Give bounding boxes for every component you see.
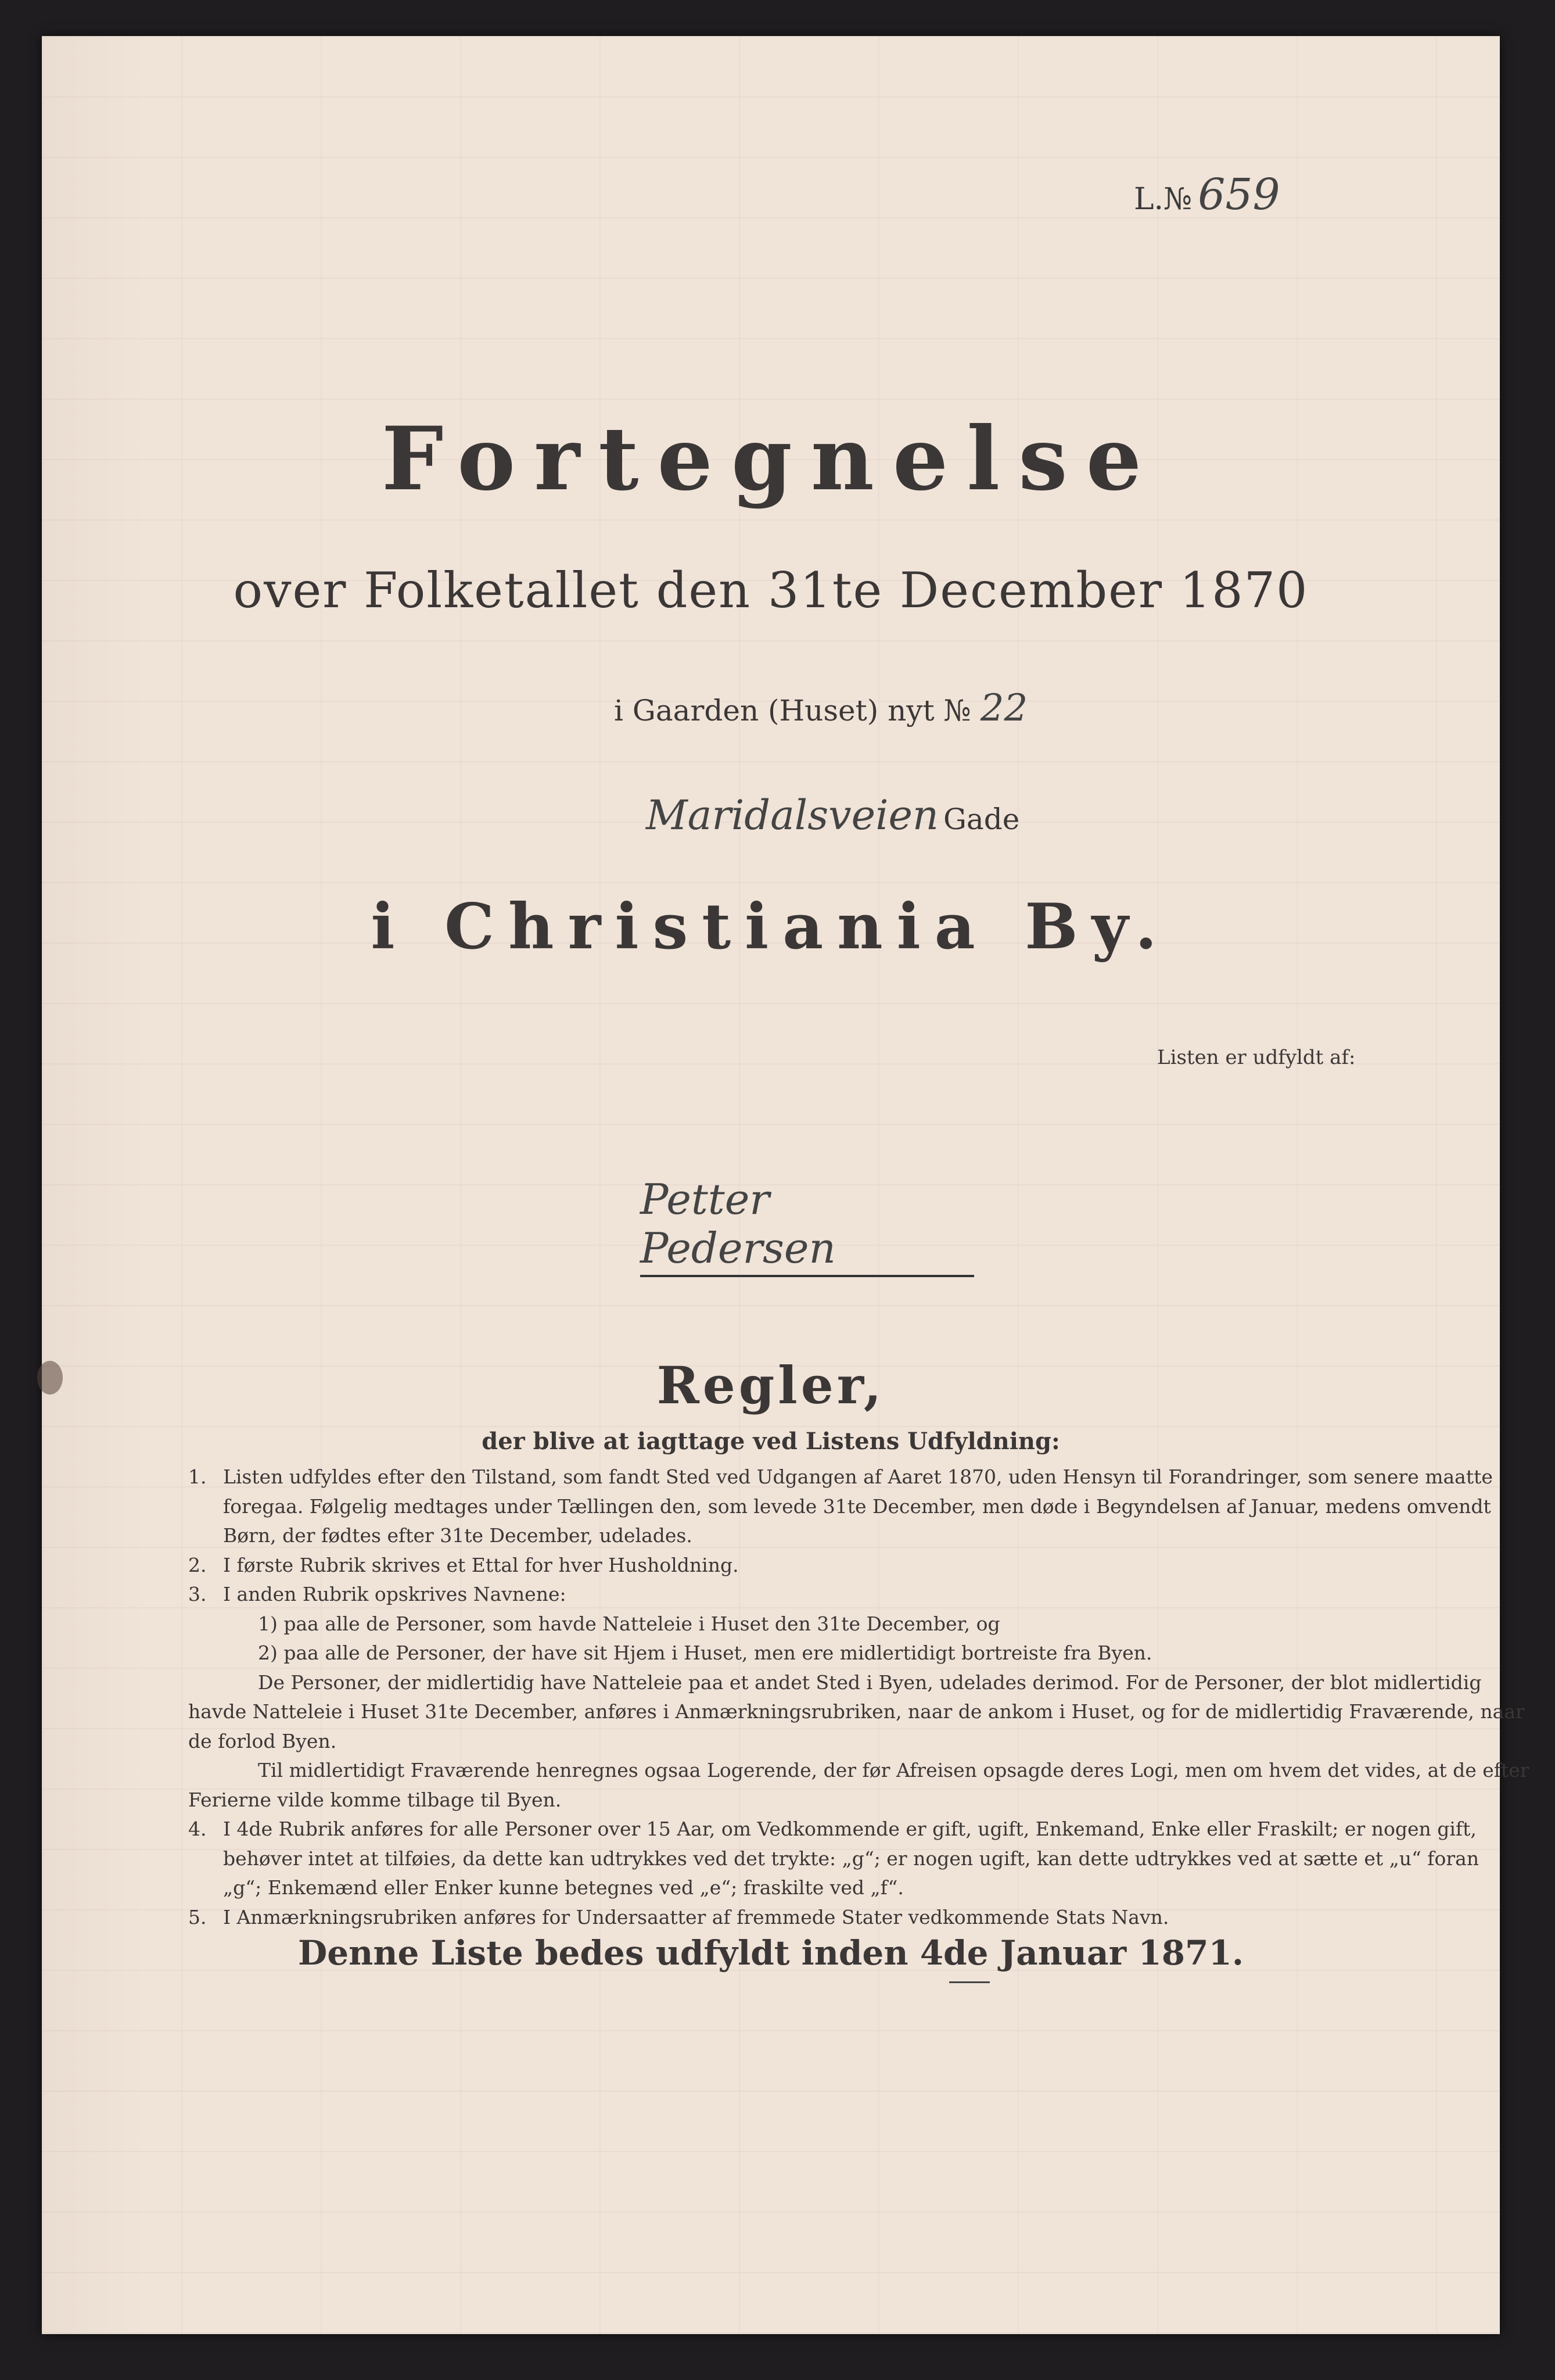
rule-line [188, 1815, 1477, 1844]
house-number-label: i Gaarden (Huset) nyt № [614, 694, 971, 727]
rule-text: Børn, der fødtes efter 31te December, udelades. [223, 1524, 692, 1547]
house-number-value: 22 [980, 687, 1028, 730]
rule-number [188, 1873, 223, 1903]
serial-number [1134, 170, 1280, 220]
deadline-note: Denne Liste bedes udfyldt inden 4de Januar 1871. [297, 1933, 1244, 1973]
rule-number [188, 1844, 223, 1874]
rule-line [188, 1903, 1431, 1933]
page-subtitle: over Folketallet den 31te December 1870 [233, 562, 1309, 619]
rule-text: behøver intet at tilføies, da dette kan udtrykkes ved det trykte: „g“; er nogen ugift, kan dette udtrykkes ved at sætte et „u“ foran [223, 1847, 1479, 1870]
rule-text: I 4de Rubrik anføres for alle Personer over 15 Aar, om Vedkommende er gift, ugift, Enkemand, Enke eller Fraskilt; er nogen gift, [223, 1818, 1477, 1840]
rule-text: „g“; Enkemænd eller Enker kunne betegnes ved „e“; fraskilte ved „f“. [223, 1876, 904, 1899]
census-form-page [42, 36, 1529, 2334]
city-title: i Christiania By. [371, 890, 1171, 963]
serial-prefix: L.№ [1134, 182, 1193, 217]
rule-number [188, 1639, 223, 1668]
rule-text: Til midlertidigt Fraværende henregnes ogsaa Logerende, der før Afreisen opsagde deres Logi, men om hvem det vides, at de efter [258, 1759, 1529, 1782]
rules-list [188, 1463, 1529, 1932]
rule-number: 1. [188, 1465, 207, 1488]
rule-line [188, 1639, 1431, 1668]
filled-by-signature: Petter Pedersen [640, 1175, 974, 1277]
rule-text: havde Natteleie i Huset 31te December, anføres i Anmærkningsrubriken, naar de ankom i Huset, og for de midlertidig Fraværende, naar [188, 1700, 1525, 1723]
rule-text: I Anmærkningsrubriken anføres for Undersaatter af fremmede Stater vedkommende Stats Navn. [223, 1905, 1169, 1929]
rule-line [188, 1756, 1529, 1786]
serial-value: 659 [1198, 170, 1280, 220]
rule-number: 5. [188, 1905, 207, 1929]
rule-line [188, 1580, 1431, 1610]
rule-text: foregaa. Følgelig medtages under Tællingen den, som levede 31te December, men døde i Begyndelsen af Januar, medens omvendt [223, 1494, 1491, 1518]
rule-number: 3. [188, 1583, 207, 1605]
page-title: Fortegnelse [381, 408, 1161, 510]
street-suffix: Gade [943, 802, 1020, 836]
rule-text: Ferierne vilde komme tilbage til Byen. [188, 1788, 562, 1811]
rule-text: 2) paa alle de Personer, der have sit Hjem i Huset, men ere midlertidigt bortreiste fra Byen. [258, 1641, 1152, 1664]
rule-text: de forlod Byen. [188, 1729, 337, 1752]
rule-line [188, 1463, 1493, 1492]
rule-text: 1) paa alle de Personer, som havde Natteleie i Huset den 31te December, og [258, 1612, 1000, 1635]
rule-line [188, 1697, 1525, 1727]
rule-number: 2. [188, 1553, 207, 1576]
rules-title: Regler, [656, 1355, 885, 1415]
rule-line [188, 1551, 1431, 1580]
rule-line [188, 1786, 1431, 1815]
rule-number [188, 1521, 223, 1551]
rule-number [188, 1756, 223, 1786]
rule-line [188, 1492, 1491, 1522]
house-number-line [614, 687, 1028, 730]
rule-text: I første Rubrik skrives et Ettal for hver Husholdning. [223, 1553, 739, 1576]
rule-line [188, 1844, 1479, 1874]
rule-line [188, 1873, 1431, 1903]
rule-text: Listen udfyldes efter den Tilstand, som fandt Sted ved Udgangen af Aaret 1870, uden Hensyn til Forandringer, som senere maatte [223, 1465, 1493, 1488]
paper-stain [37, 1361, 63, 1395]
rule-text: De Personer, der midlertidig have Natteleie paa et andet Sted i Byen, udelades derimod. For de Personer, der blot midlertidig [258, 1671, 1482, 1694]
rule-number: 4. [188, 1818, 207, 1840]
street-name: Maridalsveien [646, 791, 939, 839]
rule-line [188, 1521, 1431, 1551]
rule-line [188, 1610, 1431, 1639]
rules-subtitle: der blive at iagttage ved Listens Udfyldning: [482, 1428, 1060, 1455]
rule-line [188, 1668, 1482, 1698]
rule-number [188, 1492, 223, 1522]
pencil-underline [949, 1981, 990, 1983]
rule-number [188, 1610, 223, 1639]
street-line [646, 791, 1019, 839]
rule-line [188, 1727, 1431, 1757]
rule-number [188, 1668, 223, 1698]
filled-by-label: Listen er udfyldt af: [1157, 1046, 1356, 1069]
rule-text: I anden Rubrik opskrives Navnene: [223, 1583, 566, 1605]
